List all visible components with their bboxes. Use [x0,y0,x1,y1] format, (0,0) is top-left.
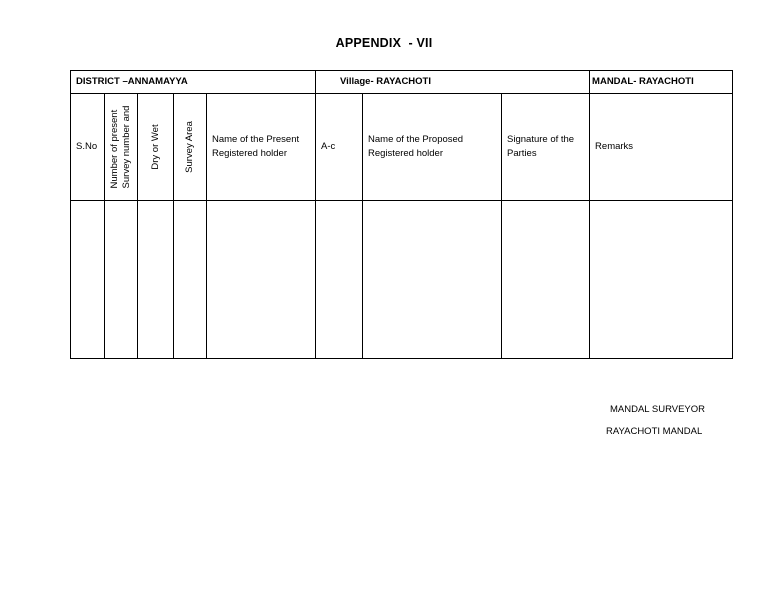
col-remarks-label: Remarks [595,141,634,152]
col-proposed-holder-line2: Registered holder [368,148,444,159]
col-signature-line2: Parties [507,148,537,159]
district-label: DISTRICT –ANNAMAYYA [76,76,188,87]
village-cell [316,71,590,94]
col-dry-wet [138,94,174,201]
header-row [71,71,733,94]
col-sno [71,94,105,201]
col-present-holder-line2: Registered holder [212,148,287,159]
cell-proposed-holder [363,201,502,359]
col-present-holder [207,94,316,201]
col-present-holder-line1: Name of the Present [212,134,300,145]
cell-remarks [590,201,733,359]
cell-signature [502,201,590,359]
col-signature-line1: Signature of the [507,134,575,145]
district-cell [71,71,316,94]
mandal-label: MANDAL- RAYACHOTI [592,76,694,87]
cell-ac [316,201,363,359]
col-survey-number [105,94,138,201]
col-ac-label: A-c [321,141,336,152]
col-signature [502,94,590,201]
col-sno-label: S.No [76,141,98,152]
column-header-row [71,94,733,201]
col-survey-number-line2: Survey number and [121,105,132,189]
cell-present-holder [207,201,316,359]
col-signature-label [502,133,589,161]
page-title: APPENDIX - VII [335,36,433,50]
village-label: Village- RAYACHOTI [340,76,431,87]
col-proposed-holder [363,94,502,201]
mandal-cell [590,71,733,94]
col-remarks [590,94,733,201]
signature-designation: MANDAL SURVEYOR [610,404,706,415]
col-survey-area [174,94,207,201]
signature-office: RAYACHOTI MANDAL [606,426,703,437]
cell-sno [71,201,105,359]
col-ac [316,94,363,201]
col-present-holder-label [207,133,315,161]
col-survey-number-label [109,106,133,189]
cell-survey-number [105,201,138,359]
col-survey-number-line1: Number of present [109,109,120,189]
appendix-table [70,70,733,359]
cell-dry-wet [138,201,174,359]
col-dry-wet-label: Dry or Wet [149,124,161,170]
col-proposed-holder-line1: Name of the Proposed [368,134,464,145]
cell-survey-area [174,201,207,359]
table-row [71,201,733,359]
col-survey-area-label: Survey Area [184,121,195,173]
col-proposed-holder-label [363,133,501,161]
